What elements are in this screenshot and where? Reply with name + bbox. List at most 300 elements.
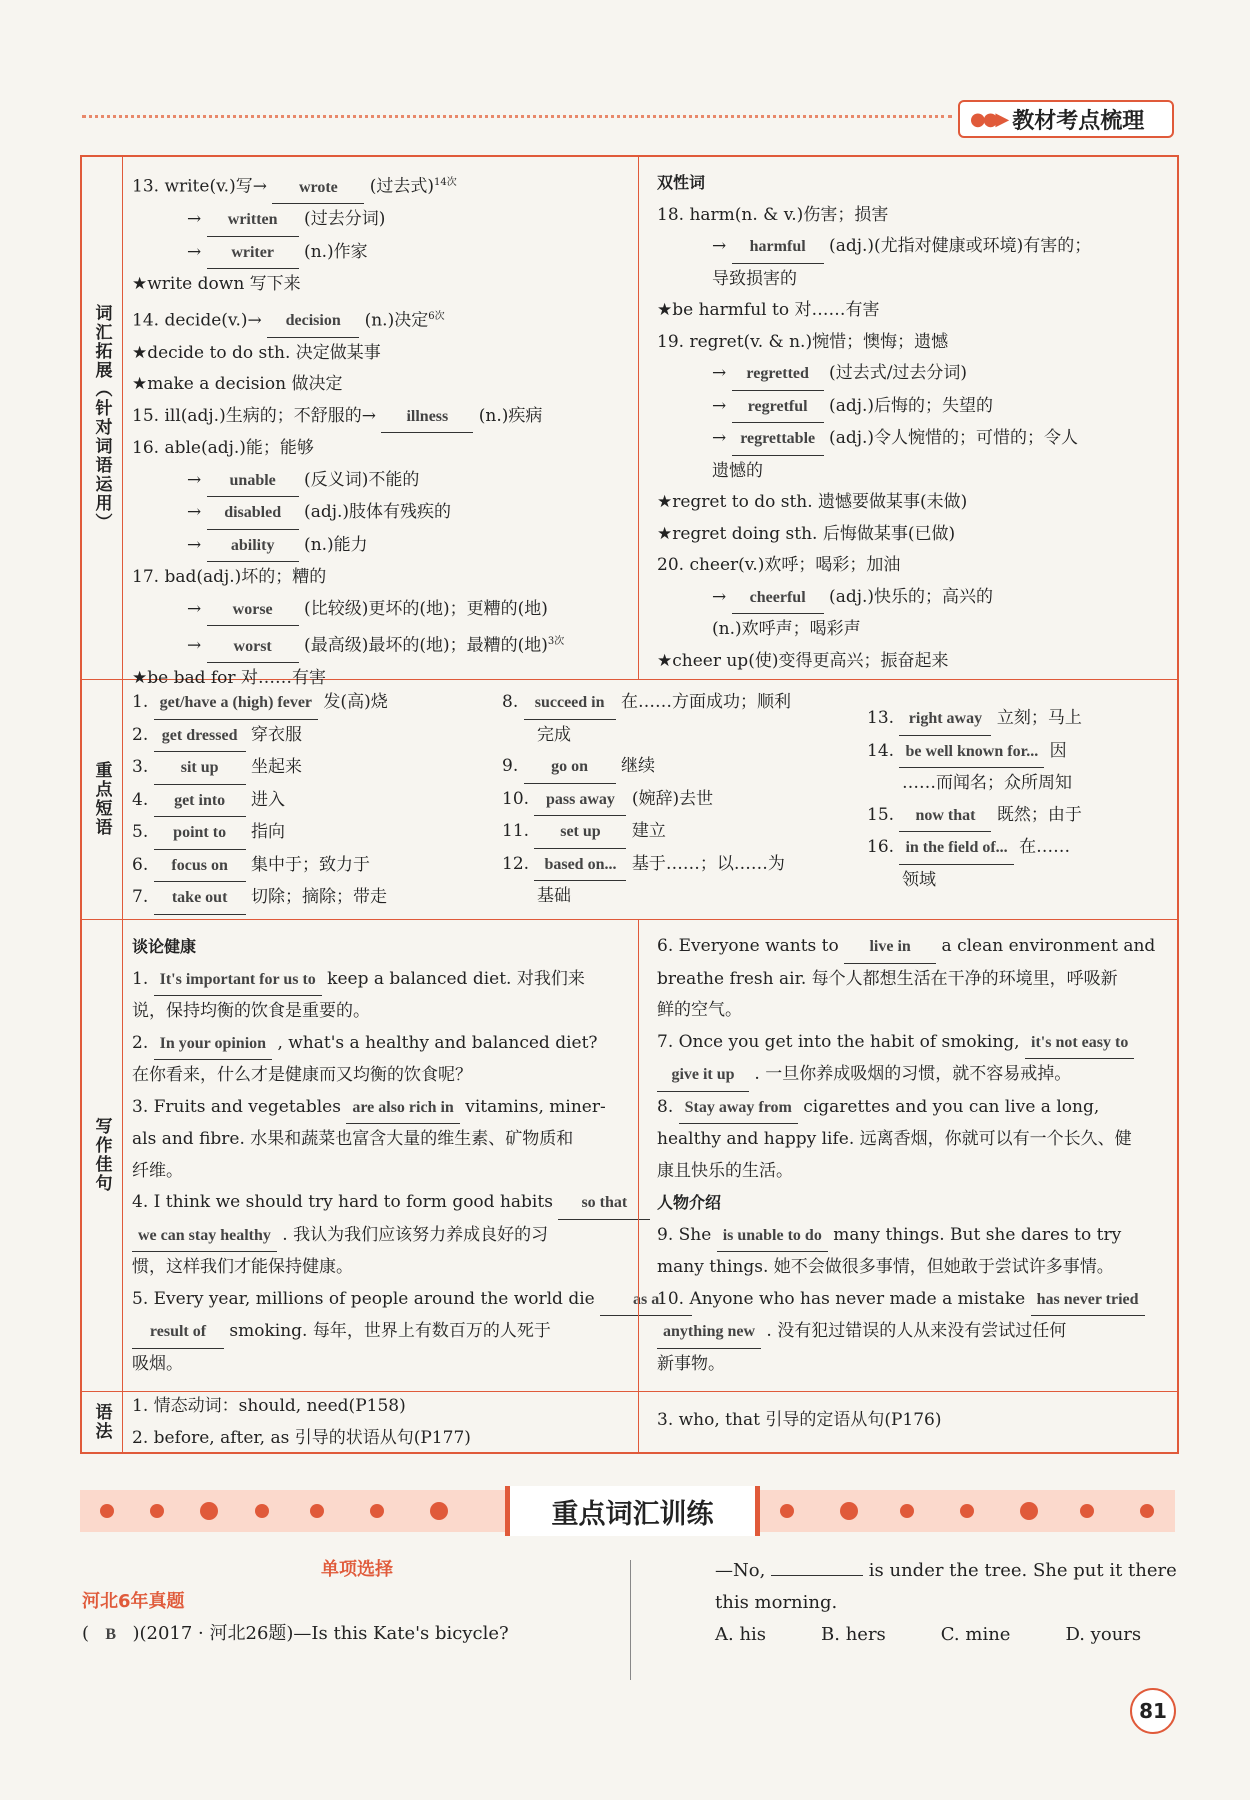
sentence-line [657, 931, 1172, 964]
vocab-answer: disabled [207, 497, 299, 530]
vocab-text: (过去分词) [298, 209, 386, 230]
phrase-answer: get into [154, 785, 246, 818]
banner-title: 重点词汇训练 [505, 1486, 760, 1536]
options [715, 1619, 1175, 1651]
vocab-text: (adj.)(尤指对健康或环境)有害的； [823, 236, 1092, 256]
sentence-text: 纤维。 [132, 1160, 183, 1181]
phrase-meaning: 集中于；致力于 [245, 854, 371, 875]
vocab-text: (adj.)后悔的；失望的 [823, 395, 994, 416]
sentence-text: 在你看来，什么才是健康而又均衡的饮食呢？ [132, 1065, 472, 1085]
sentence-line [132, 964, 632, 997]
phrase-answer: sit up [154, 752, 246, 785]
sentence-answer: result of [132, 1316, 224, 1349]
vocab-answer: wrote [272, 172, 364, 205]
vocab-text: ★be harmful to 对……有害 [657, 300, 880, 320]
phrase-answer: go on [524, 751, 616, 784]
phrase-num: 2. [132, 724, 154, 745]
dot-icon [1080, 1504, 1094, 1518]
phrase-item [502, 784, 862, 817]
writing-left [132, 931, 660, 1380]
sentence-line [132, 1124, 632, 1156]
dot-icon [960, 1504, 974, 1518]
dot-icon [840, 1502, 858, 1520]
vocab-text: 20. cheer(v.)欢呼；喝彩；加油 [657, 555, 901, 575]
phrase-item [867, 703, 1172, 736]
sentence-line [657, 995, 1172, 1027]
phrase-side-label: 重点短语 [82, 679, 123, 919]
dot-icon [900, 1504, 914, 1518]
phrase-answer: take out [154, 882, 246, 915]
phrase-meaning: 领域 [902, 869, 936, 890]
sentence-line [657, 1252, 1172, 1284]
vocab-text: → [187, 469, 207, 490]
vocab-line [132, 465, 632, 498]
section-tag-label: 教材考点梳理 [1012, 108, 1145, 134]
vocab-line [132, 401, 632, 434]
option[interactable]: B. hers [821, 1624, 886, 1645]
sentence-text: 9. She [657, 1224, 717, 1245]
phrase-num: 15. [867, 804, 900, 825]
sentence-text: 3. Fruits and vegetables [132, 1096, 347, 1117]
vocab-text: ★be bad for 对……有害 [132, 668, 326, 689]
sentence-line [132, 1092, 632, 1125]
vocab-text: → [187, 534, 207, 555]
vocab-text: (n.)作家 [298, 241, 368, 262]
vocab-line [657, 456, 1172, 488]
grammar-right [657, 1405, 1172, 1437]
sentence-answer: are also rich in [346, 1092, 459, 1125]
vocab-answer: regretted [732, 358, 824, 391]
summary-table [80, 155, 1179, 1454]
phrase-meaning: 在…… [1013, 837, 1071, 857]
vocab-text: 14. decide(v.)→ [132, 310, 268, 331]
exercise-right [715, 1555, 1175, 1651]
sentence-line [657, 1059, 1172, 1092]
phrase-item [867, 736, 1172, 769]
phrase-num: 1. [132, 692, 154, 712]
phrase-answer: set up [534, 816, 626, 849]
dot-icon [310, 1504, 324, 1518]
sentence-text: 5. Every year, millions of people around the world die [132, 1288, 601, 1309]
option[interactable]: C. mine [940, 1624, 1011, 1645]
vocab-answer: writer [207, 237, 299, 270]
sentence-answer: Stay away from [679, 1092, 798, 1125]
vocab-line [132, 626, 632, 663]
vocab-line [657, 391, 1172, 424]
dot-icon [370, 1504, 384, 1518]
phrase-meaning: (婉辞)去世 [626, 788, 714, 809]
sentence-text: a clean environment and [936, 936, 1156, 956]
phrase-col-3 [867, 703, 1172, 896]
vocab-text: → [187, 598, 207, 619]
vocab-text: (过去式/过去分词) [823, 363, 968, 383]
vocab-line [132, 167, 632, 204]
vocab-text: 16. able(adj.)能；能够 [132, 438, 314, 459]
vocab-text: ★write down 写下来 [132, 274, 301, 295]
sentence-text: 惯，这样我们才能保持健康。 [132, 1257, 353, 1277]
sentence-answer: we can stay healthy [132, 1220, 277, 1253]
col-divider-3 [638, 1391, 639, 1452]
sentence-line [132, 996, 632, 1028]
grammar-item-1: 1. 情态动词：should, need(P158) [132, 1396, 406, 1416]
vocab-line [657, 550, 1172, 582]
sentence-line [657, 1027, 1172, 1060]
vocab-text: → [712, 428, 732, 448]
vocab-answer: written [207, 204, 299, 237]
vocab-text: ★regret to do sth. 遗憾要做某事(未做) [657, 492, 968, 512]
phrase-answer: focus on [154, 850, 246, 883]
sentence-line [132, 1349, 632, 1381]
vocab-count: 3次 [547, 636, 565, 648]
phrase-meaning: 立刻；马上 [991, 708, 1082, 728]
exercise-section: 单项选择 [321, 1559, 393, 1580]
phrase-answer: pass away [534, 784, 626, 817]
vocab-answer: cheerful [732, 582, 824, 615]
sentence-line [132, 1187, 632, 1220]
phrase-meaning: 继续 [615, 756, 656, 776]
vocab-text: (n.)欢呼声；喝彩声 [712, 619, 861, 639]
sentence-line [132, 1316, 632, 1349]
sentence-line [657, 1284, 1172, 1317]
grammar-left [132, 1391, 632, 1454]
sentence-text: . 一旦你养成吸烟的习惯，就不容易戒掉。 [749, 1064, 1072, 1084]
dot-icon [150, 1504, 164, 1518]
phrase-col-1 [132, 687, 492, 915]
vocab-text: (adj.)肢体有残疾的 [298, 502, 452, 523]
vocab-text: ★regret doing sth. 后悔做某事(已做) [657, 523, 956, 544]
vocab-line [132, 594, 632, 627]
sentence-line [657, 1187, 1172, 1220]
phrase-meaning: 基础 [537, 886, 571, 906]
phrase-num: 13. [867, 708, 900, 728]
section-tag [958, 100, 1174, 138]
vocab-count: 6次 [428, 310, 445, 322]
vocab-answer: ability [207, 530, 299, 563]
sentence-answer: as a [600, 1284, 692, 1317]
phrase-item [502, 849, 862, 882]
vocab-answer: harmful [732, 231, 824, 264]
sentence-text: vitamins, miner- [459, 1096, 606, 1117]
sentence-text: 2. [132, 1032, 154, 1053]
phrase-item [502, 751, 862, 784]
sentence-text: 鲜的空气。 [657, 1000, 742, 1020]
writing-right [657, 931, 1172, 1380]
vocab-text: (比较级)更坏的(地)；更糟的(地) [298, 598, 548, 619]
vocab-line [132, 301, 632, 338]
sentence-text: breathe fresh air. 每个人都想生活在干净的环境里，呼吸新 [657, 968, 1118, 989]
sentence-text: 人物介绍 [657, 1193, 722, 1212]
writing-side-label: 写作佳句 [82, 919, 123, 1391]
sentence-text: many things. 她不会做很多事情，但她敢于尝试许多事情。 [657, 1257, 1114, 1277]
sentence-text: 康且快乐的生活。 [657, 1160, 793, 1181]
phrase-meaning: 完成 [537, 724, 571, 745]
dot-icon [1020, 1502, 1038, 1520]
vocab-line [657, 423, 1172, 456]
vocab-line [132, 530, 632, 563]
phrase-num: 11. [502, 821, 535, 841]
vocab-text: → [187, 502, 207, 523]
grammar-item-3: 3. who, that 引导的定语从句(P176) [657, 1410, 942, 1430]
exercise-divider [630, 1560, 631, 1680]
phrase-num: 7. [132, 887, 154, 907]
writing-row [82, 919, 1177, 1392]
sentence-line [657, 1316, 1172, 1349]
question-answer: B [105, 1626, 117, 1643]
sentence-line [132, 1252, 632, 1284]
phrase-item [867, 800, 1172, 833]
phrase-item [502, 720, 862, 752]
vocab-line [657, 327, 1172, 359]
sentence-answer: is unable to do [717, 1220, 828, 1253]
vocab-answer: regrettable [732, 423, 824, 456]
vocab-line [132, 269, 632, 301]
phrase-meaning: 基于……；以……为 [626, 853, 785, 874]
reply-end: is under the tree. She put it there [868, 1560, 1177, 1581]
phrase-item [867, 865, 1172, 897]
phrase-item [132, 882, 492, 915]
vocab-answer: worse [207, 594, 299, 627]
option[interactable]: D. yours [1065, 1624, 1142, 1645]
phrase-item [502, 881, 862, 913]
sentence-answer: In your opinion [154, 1028, 272, 1061]
sentence-text: 说，保持均衡的饮食是重要的。 [132, 1001, 370, 1021]
sentence-text: 8. [657, 1096, 679, 1117]
sentence-answer: It's important for us to [154, 964, 322, 997]
vocab-text: 双性词 [657, 173, 706, 192]
sentence-text: healthy and happy life. 远离香烟，你就可以有一个长久、健 [657, 1129, 1132, 1149]
grammar-item-2: 2. before, after, as 引导的状语从句(P177) [132, 1427, 471, 1448]
exercise-sub: 河北6年真题 [82, 1591, 185, 1612]
phrase-num: 9. [502, 756, 524, 776]
phrase-meaning: 切除；摘除；带走 [245, 887, 388, 907]
sentence-line [657, 1220, 1172, 1253]
dot-icon [430, 1502, 448, 1520]
vocab-line [657, 264, 1172, 296]
sentence-line [132, 1284, 660, 1317]
vocab-text: ★cheer up(使)变得更高兴；振奋起来 [657, 650, 949, 671]
vocab-answer: decision [267, 305, 359, 338]
dot-icon [1140, 1504, 1154, 1518]
phrase-item [132, 785, 492, 818]
phrase-answer: point to [154, 817, 246, 850]
vocab-text: → [187, 635, 207, 656]
sentence-text: , what's a healthy and balanced diet? [272, 1032, 598, 1053]
phrase-meaning: 既然；由于 [991, 804, 1082, 825]
vocab-text: (最高级)最坏的(地)；最糟的(地) [298, 635, 548, 656]
phrase-meaning: 发(高)烧 [318, 692, 388, 712]
vocab-text: → [712, 363, 732, 383]
sentence-text: cigarettes and you can live a long, [797, 1096, 1100, 1117]
vocab-text: → [712, 586, 732, 607]
phrase-num: 16. [867, 837, 900, 857]
vocab-left [132, 167, 632, 695]
phrase-meaning: 穿衣服 [245, 724, 303, 745]
vocab-count: 14次 [434, 177, 457, 188]
vocab-text: 15. ill(adj.)生病的；不舒服的→ [132, 405, 382, 426]
dot-icon [100, 1504, 114, 1518]
vocab-line [132, 338, 632, 370]
phrase-num: 8. [502, 692, 524, 712]
sentence-text: 4. I think we should try hard to form good habits [132, 1192, 559, 1212]
phrase-item [132, 817, 492, 850]
phrase-num: 14. [867, 740, 900, 761]
phrase-num: 3. [132, 757, 154, 777]
vocab-text: (过去式) [364, 176, 435, 197]
dot-icon [255, 1504, 269, 1518]
phrase-item [867, 832, 1172, 865]
phrase-answer: get dressed [154, 720, 246, 753]
vocab-text: ★make a decision 做决定 [132, 374, 343, 395]
phrase-meaning: ……而闻名；众所周知 [902, 773, 1072, 793]
phrase-meaning: 因 [1044, 740, 1067, 761]
vocab-right [657, 167, 1172, 677]
vocab-text: ★decide to do sth. 决定做某事 [132, 342, 381, 363]
option[interactable]: A. his [715, 1624, 767, 1645]
reply-start: —No, [715, 1560, 766, 1581]
vocab-text: (n.)疾病 [473, 405, 543, 426]
phrase-item [502, 816, 862, 849]
phrase-col-2 [502, 687, 862, 913]
vocab-answer: worst [207, 631, 299, 664]
vocab-line [657, 646, 1172, 678]
vocab-line [657, 200, 1172, 232]
phrase-num: 5. [132, 822, 154, 842]
exercise-left [82, 1555, 632, 1645]
phrase-item [132, 752, 492, 785]
sentence-answer: live in [844, 931, 936, 964]
vocab-text: (反义词)不能的 [298, 469, 420, 490]
sentence-line [657, 1092, 1172, 1125]
vocab-line [657, 167, 1172, 200]
vocab-text: (n.)决定 [359, 310, 429, 331]
header-dotted-line [82, 115, 952, 118]
phrase-num: 12. [502, 853, 535, 874]
vocab-text: 遗憾的 [712, 460, 763, 481]
vocab-answer: illness [381, 401, 473, 434]
phrase-item [502, 687, 862, 720]
sentence-line [132, 1060, 632, 1092]
sentence-answer: give it up [657, 1059, 749, 1092]
phrase-meaning: 坐起来 [245, 757, 303, 777]
sentence-text: 吸烟。 [132, 1353, 183, 1374]
dot-icon [200, 1502, 218, 1520]
phrase-answer: succeed in [524, 687, 616, 720]
vocab-text: → [187, 209, 207, 230]
phrase-answer: based on... [534, 849, 626, 882]
vocab-line [132, 369, 632, 401]
phrase-item [132, 720, 492, 753]
sentence-text: 新事物。 [657, 1353, 725, 1374]
phrase-item [132, 687, 492, 720]
sentence-line [132, 1220, 632, 1253]
phrase-meaning: 进入 [245, 789, 286, 810]
vocab-line [657, 614, 1172, 646]
page-number: 81 [1130, 1688, 1176, 1734]
arrows-icon: ●●▶ [970, 108, 1007, 130]
vocab-line [657, 231, 1172, 264]
phrase-item [867, 768, 1172, 800]
vocab-line [657, 519, 1172, 551]
question-text: )(2017 · 河北26题)—Is this Kate's bicycle? [132, 1623, 509, 1644]
vocab-row [82, 157, 1177, 689]
vocab-line [657, 582, 1172, 615]
vocab-text: → [712, 236, 732, 256]
sentence-answer: has never tried [1031, 1284, 1145, 1317]
phrase-answer: in the field of... [899, 832, 1013, 865]
vocab-line [132, 497, 632, 530]
grammar-side-label: 语法 [82, 1391, 123, 1452]
phrase-num: 6. [132, 854, 154, 875]
sentence-line [657, 1124, 1172, 1156]
phrase-item [132, 850, 492, 883]
vocab-answer: unable [207, 465, 299, 498]
vocab-line [132, 237, 632, 270]
phrase-meaning: 在……方面成功；顺利 [615, 692, 792, 712]
sentence-answer: anything new [657, 1316, 761, 1349]
phrase-row [82, 679, 1177, 920]
sentence-line [132, 1156, 632, 1188]
phrase-answer: get/have a (high) fever [154, 687, 318, 720]
sentence-text: als and fibre. 水果和蔬菜也富含大量的维生素、矿物质和 [132, 1129, 574, 1149]
sentence-line [657, 964, 1172, 996]
phrase-meaning: 建立 [626, 821, 666, 841]
sentence-text: smoking. 每年，世界上有数百万的人死于 [224, 1321, 551, 1341]
vocab-line [657, 487, 1172, 519]
sentence-text: 10. Anyone who has never made a mistake [657, 1288, 1031, 1309]
vocab-text: (adj.)令人惋惜的；可惜的；令人 [823, 428, 1079, 448]
phrase-num: 4. [132, 789, 154, 810]
sentence-answer: so that [558, 1187, 650, 1220]
sentence-text: 谈论健康 [132, 937, 197, 956]
phrase-answer: be well known for... [899, 736, 1044, 769]
dot-icon [780, 1504, 794, 1518]
sentence-line [132, 931, 632, 964]
vocab-text: → [187, 241, 207, 262]
sentence-text: 7. Once you get into the habit of smoking, [657, 1031, 1025, 1052]
sentence-answer: it's not easy to [1025, 1027, 1134, 1060]
sentence-line [657, 1349, 1172, 1381]
vocab-text: 19. regret(v. & n.)惋惜；懊悔；遗憾 [657, 331, 949, 352]
sentence-text: . 我认为我们应该努力养成良好的习 [276, 1224, 549, 1245]
vocab-text: (adj.)快乐的；高兴的 [823, 586, 994, 607]
answer-blank[interactable] [771, 1575, 863, 1576]
phrase-meaning: 指向 [245, 822, 286, 842]
vocab-line [657, 358, 1172, 391]
phrase-answer: now that [899, 800, 991, 833]
vocab-text: 18. harm(n. & v.)伤害；损害 [657, 204, 889, 225]
vocab-text: (n.)能力 [298, 534, 368, 555]
sentence-text: 1. [132, 968, 154, 989]
vocab-line [657, 295, 1172, 327]
sentence-line [657, 1156, 1172, 1188]
vocab-answer: regretful [732, 391, 824, 424]
sentence-text: . 没有犯过错误的人从来没有尝试过任何 [761, 1321, 1067, 1341]
reply-cont: this morning. [715, 1592, 838, 1613]
vocab-text: 13. write(v.)写→ [132, 176, 273, 197]
question: ( B )(2017 · 河北26题)—Is this Kate's bicycle? [82, 1623, 509, 1644]
vocab-text: 17. bad(adj.)坏的；糟的 [132, 567, 327, 588]
grammar-row [82, 1391, 1177, 1452]
vocab-text: → [712, 395, 732, 416]
col-divider [638, 157, 639, 679]
sentence-line [132, 1028, 632, 1061]
sentence-text: 6. Everyone wants to [657, 936, 845, 956]
phrase-answer: right away [899, 703, 991, 736]
vocab-side-label: 词汇拓展（针对词语运用） [82, 157, 123, 679]
col-divider-2 [638, 919, 639, 1391]
phrase-num: 10. [502, 788, 535, 809]
sentence-text: many things. But she dares to try [827, 1224, 1122, 1245]
